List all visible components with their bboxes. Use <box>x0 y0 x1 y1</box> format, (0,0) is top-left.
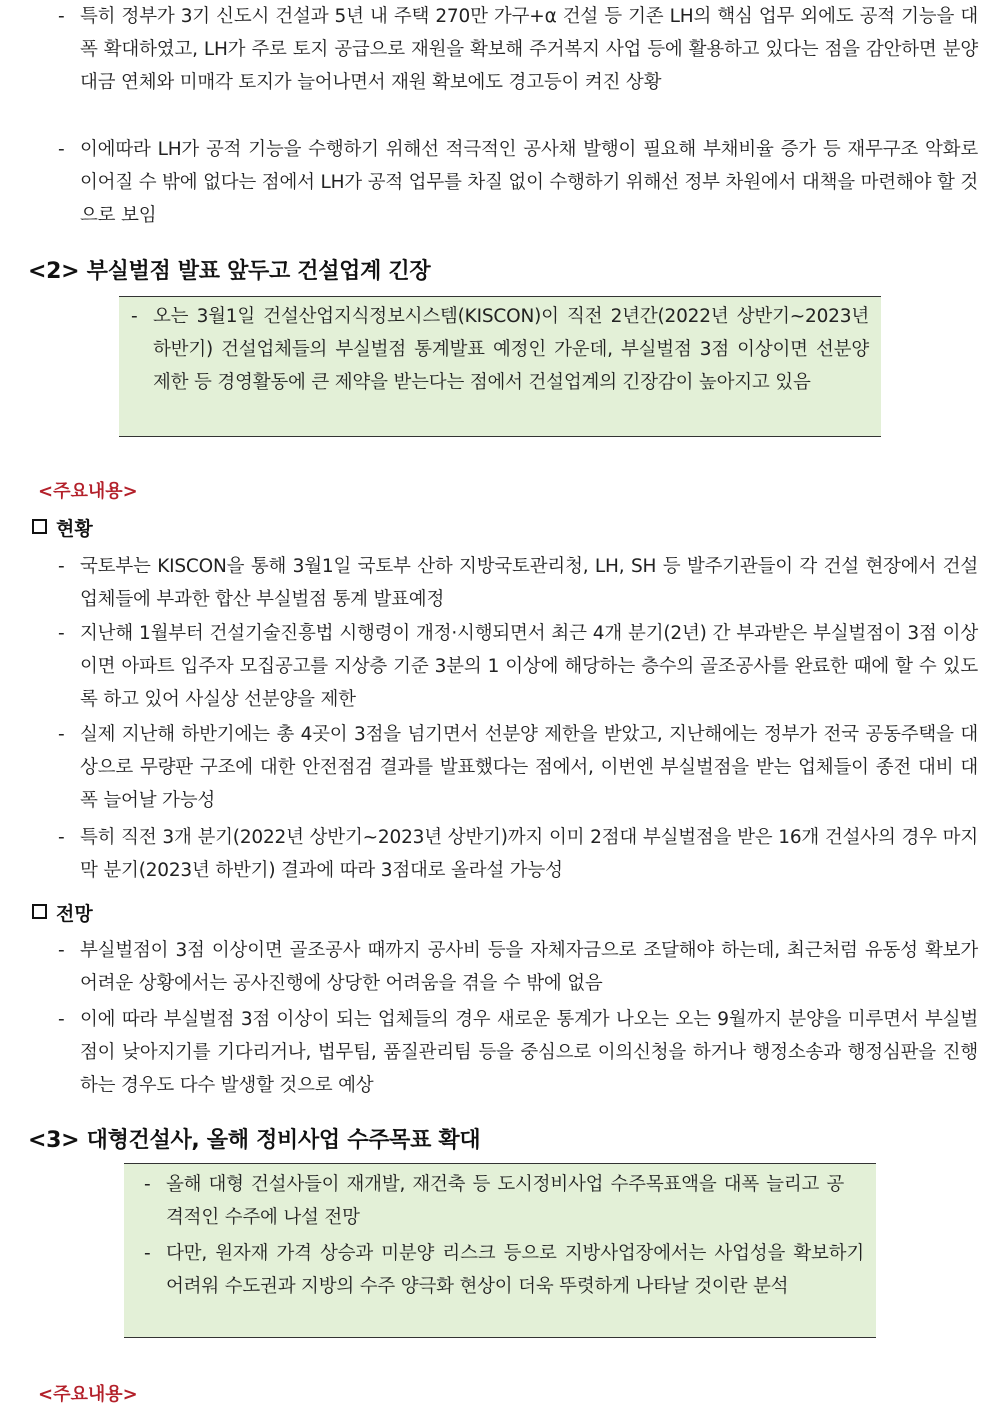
main-content-label: <주요내용> <box>38 1384 138 1405</box>
section-title: <3> 대형건설사, 올해 정비사업 수주목표 확대 <box>28 1128 481 1153</box>
bullet-text: 국토부는 KISCON을 통해 3월1일 국토부 산하 지방국토관리청, LH, SH 등 발주기관들이 각 건설 현장에서 건설업체들에 부과한 합산 부실벌점 통계 발표예정 <box>80 556 978 610</box>
status-bullet-1 <box>58 550 978 616</box>
bullet-text: 부실벌점이 3점 이상이면 골조공사 때까지 공사비 등을 자체자금으로 조달해야 하는데, 최근처럼 유동성 확보가 어려운 상황에서는 공사진행에 상당한 어려움을 겪을 수 밖에 없음 <box>80 940 978 994</box>
bullet-dash: - <box>58 1009 65 1030</box>
bullet-dash: - <box>58 6 65 27</box>
status-bullet-2 <box>58 617 978 716</box>
bullet-text: 지난해 1월부터 건설기술진흥법 시행령이 개정·시행되면서 최근 4개 분기(2년) 간 부과받은 부실벌점이 3점 이상이면 아파트 입주자 모집공고를 지상층 기준 3분의 1 이상에 해당하는 층수의 골조공사를 완료한 때에 할 수 있도록 하고 있어 사실상 선분양을 제한 <box>80 623 978 710</box>
bullet-dash: - <box>144 1243 151 1264</box>
outlook-bullet-2 <box>58 1003 978 1102</box>
summary-box <box>119 296 881 437</box>
section-title: <2> 부실벌점 발표 앞두고 건설업계 긴장 <box>28 259 431 284</box>
bullet-dash: - <box>58 724 65 745</box>
intro-bullet-1 <box>58 0 978 99</box>
summary-bullet <box>144 1168 844 1234</box>
summary-bullet <box>131 300 869 399</box>
status-bullet-4 <box>58 821 978 887</box>
outlook-heading <box>32 899 93 926</box>
bullet-text: 올해 대형 건설사들이 재개발, 재건축 등 도시정비사업 수주목표액을 대폭 늘리고 공격적인 수주에 나설 전망 <box>166 1174 844 1228</box>
bullet-text: 이에 따라 부실벌점 3점 이상이 되는 업체들의 경우 새로운 통계가 나오는 오는 9월까지 분양을 미루면서 부실벌점이 낮아지기를 기다리거나, 법무팀, 품질관리팀 등을 중심으로 이의신청을 하거나 행정소송과 행정심판을 진행하는 경우도 다수 발생할 것으로 예상 <box>80 1009 978 1096</box>
summary-bullet <box>144 1237 864 1303</box>
main-content-label: <주요내용> <box>38 481 138 502</box>
summary-box <box>124 1163 876 1338</box>
bullet-dash: - <box>58 556 65 577</box>
bullet-text: 다만, 원자재 가격 상승과 미분양 리스크 등으로 지방사업장에서는 사업성을 확보하기 어려워 수도권과 지방의 수주 양극화 현상이 더욱 뚜렷하게 나타날 것이란 분석 <box>166 1243 864 1297</box>
bullet-dash: - <box>144 1174 151 1195</box>
bullet-text: 오는 3월1일 건설산업지식정보시스템(KISCON)이 직전 2년간(2022년 상반기~2023년 하반기) 건설업체들의 부실벌점 통계발표 예정인 가운데, 부실벌점 3점 이상이면 선분양 제한 등 경영활동에 큰 제약을 받는다는 점에서 건설업계의 긴장감이 높아지고 있음 <box>153 306 869 393</box>
bullet-text: 특히 정부가 3기 신도시 건설과 5년 내 주택 270만 가구+α 건설 등 기존 LH의 핵심 업무 외에도 공적 기능을 대폭 확대하였고, LH가 주로 토지 공급으로 재원을 확보해 주거복지 사업 등에 활용하고 있다는 점을 감안하면 분양대금 연체와 미매각 토지가 늘어나면서 재원 확보에도 경고등이 켜진 상황 <box>80 6 978 93</box>
status-heading <box>32 514 93 541</box>
bullet-dash: - <box>58 940 65 961</box>
status-heading-text: 현황 <box>56 518 93 540</box>
intro-bullet-2 <box>58 133 978 232</box>
bullet-dash: - <box>131 306 138 327</box>
bullet-dash: - <box>58 139 65 160</box>
bullet-text: 이에따라 LH가 공적 기능을 수행하기 위해선 적극적인 공사채 발행이 필요해 부채비율 증가 등 재무구조 악화로 이어질 수 밖에 없다는 점에서 LH가 공적 업무를 차질 없이 수행하기 위해선 정부 차원에서 대책을 마련해야 할 것으로 보임 <box>80 139 978 226</box>
outlook-heading-text: 전망 <box>56 903 93 925</box>
bullet-dash: - <box>58 827 65 848</box>
bullet-dash: - <box>58 623 65 644</box>
bullet-text: 실제 지난해 하반기에는 총 4곳이 3점을 넘기면서 선분양 제한을 받았고, 지난해에는 정부가 전국 공동주택을 대상으로 무량판 구조에 대한 안전점검 결과를 발표했다는 점에서, 이번엔 부실벌점을 받는 업체들이 종전 대비 대폭 늘어날 가능성 <box>80 724 978 811</box>
status-bullet-3 <box>58 718 978 817</box>
square-bullet-icon <box>32 519 47 534</box>
outlook-bullet-1 <box>58 934 978 1000</box>
bullet-text: 특히 직전 3개 분기(2022년 상반기~2023년 상반기)까지 이미 2점대 부실벌점을 받은 16개 건설사의 경우 마지막 분기(2023년 하반기) 결과에 따라 3점대로 올라설 가능성 <box>80 827 978 881</box>
square-bullet-icon <box>32 904 47 919</box>
